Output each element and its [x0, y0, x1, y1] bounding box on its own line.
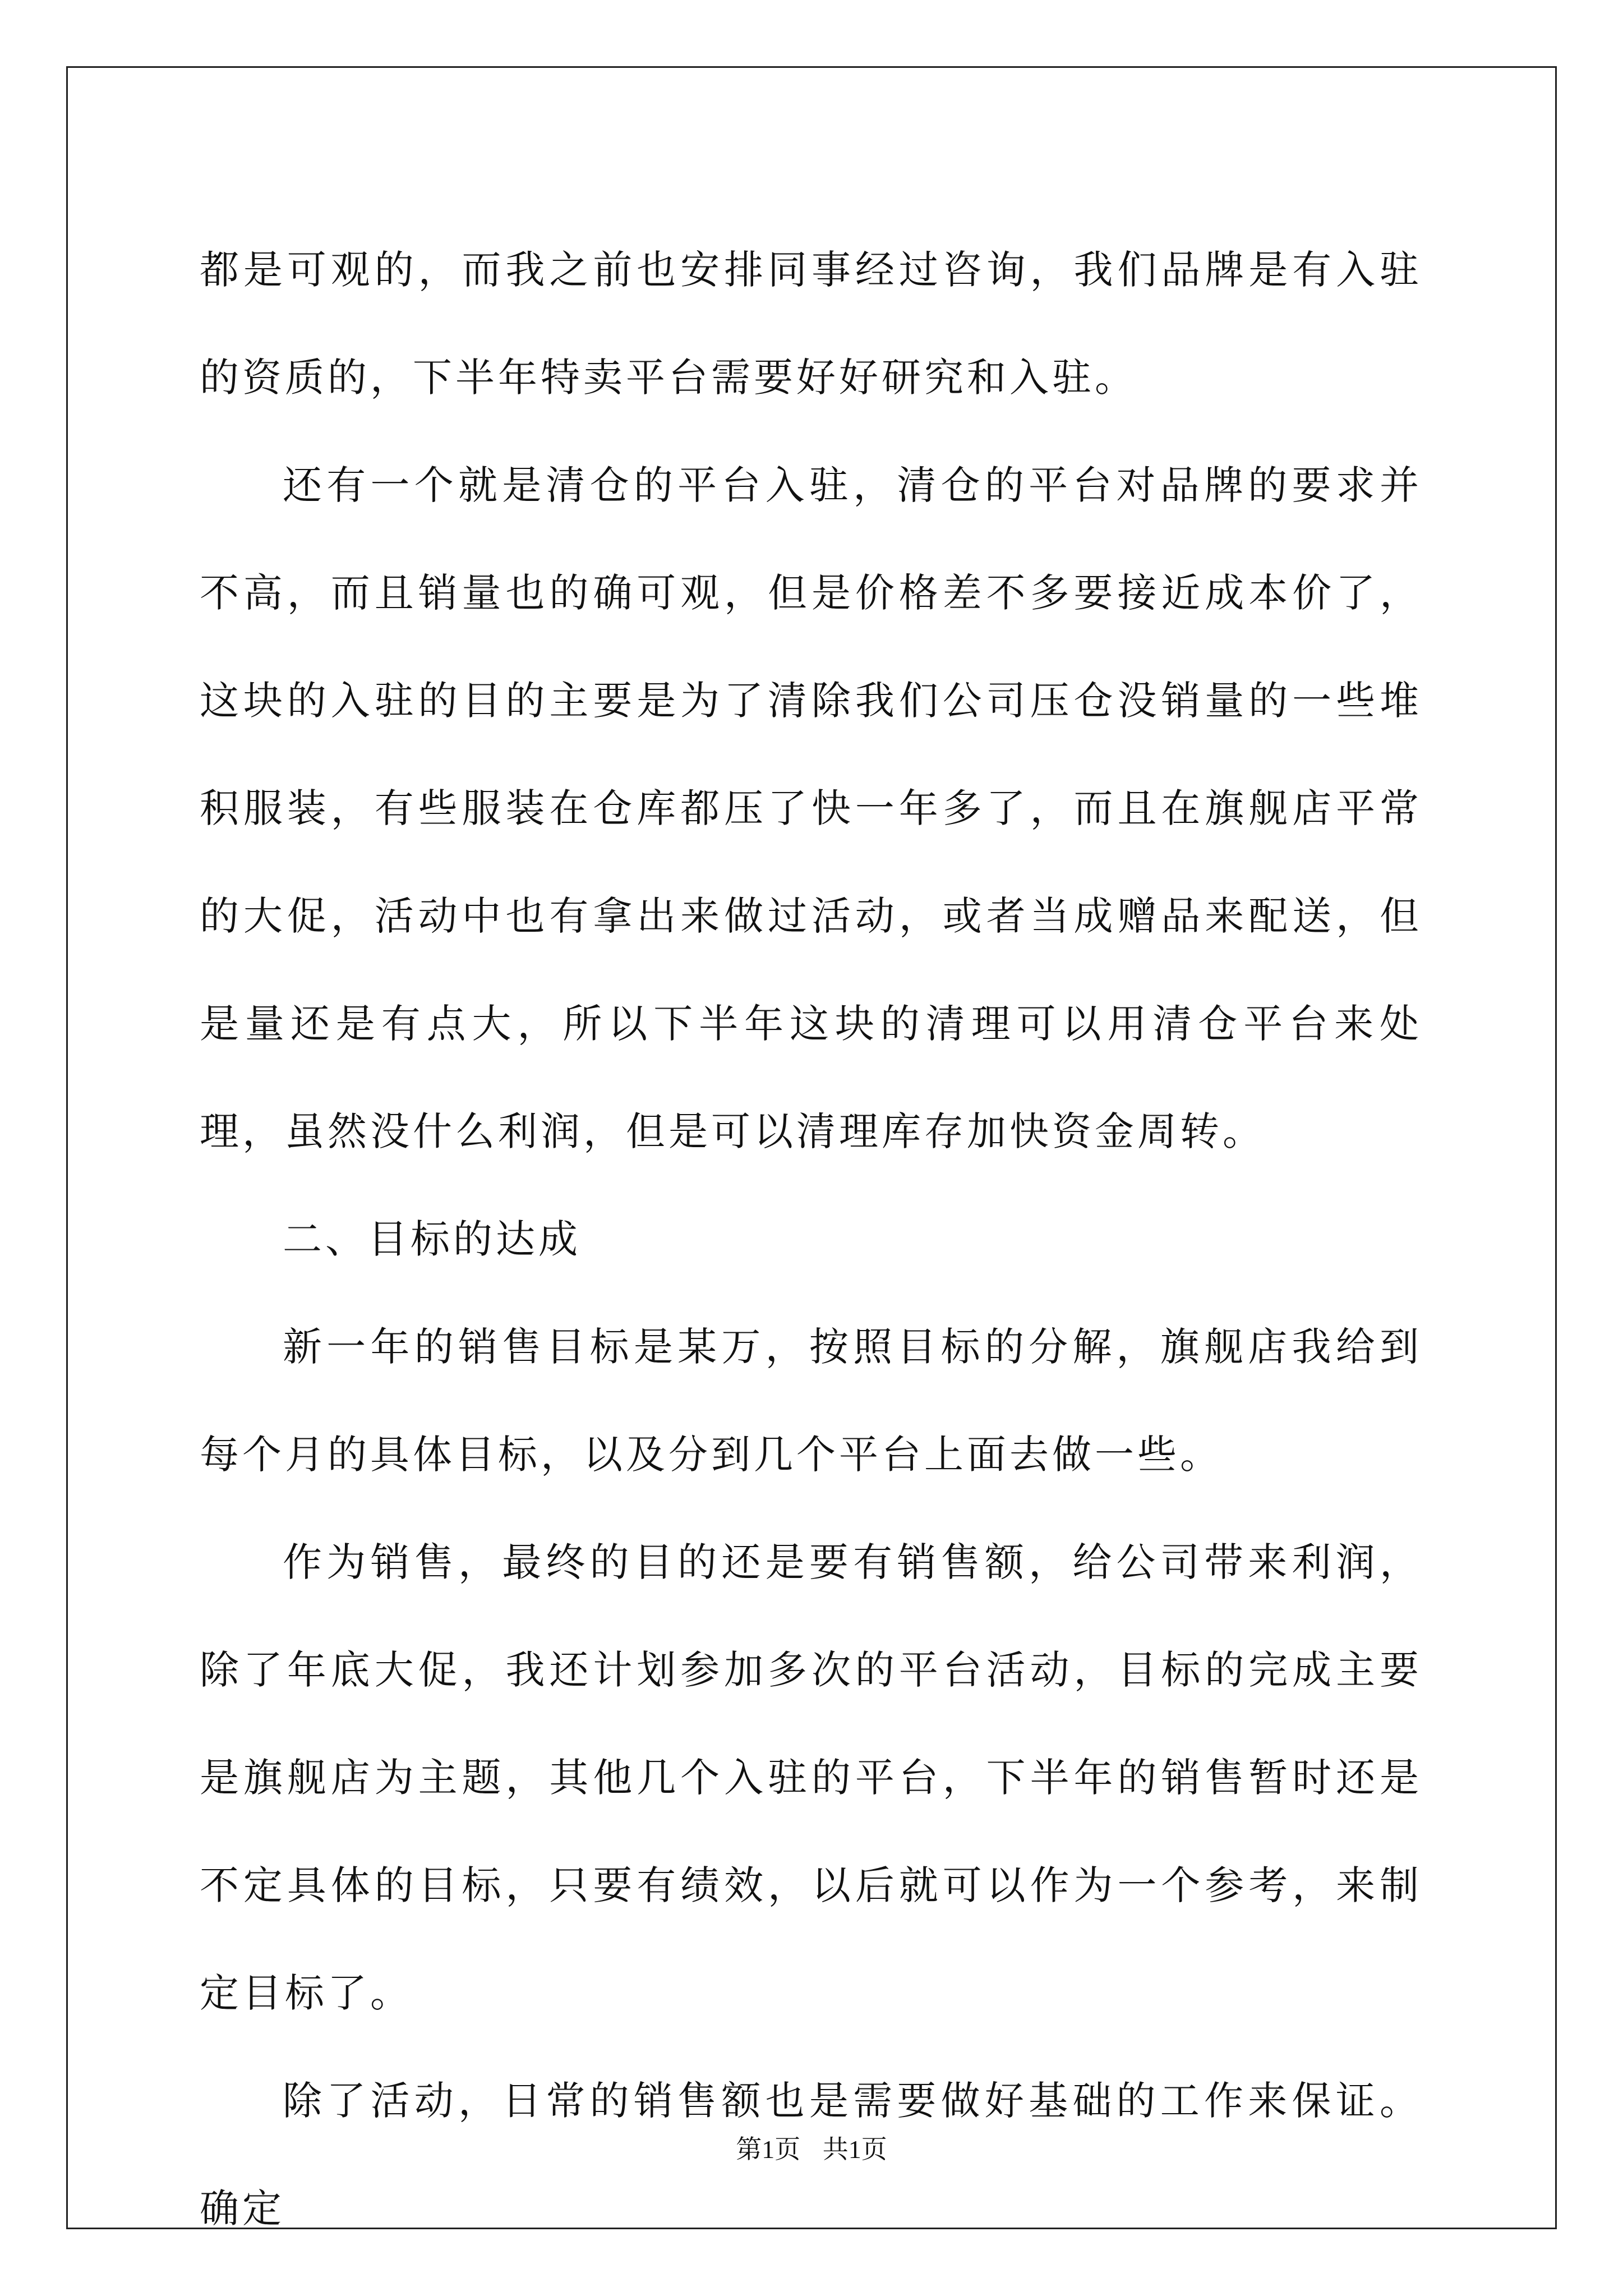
paragraph-1: 都是可观的，而我之前也安排同事经过咨询，我们品牌是有入驻的资质的，下半年特卖平台需要好好研究和入驻。: [200, 247, 1422, 401]
section-heading: 二、目标的达成: [283, 1216, 581, 1262]
page-footer: [0, 2129, 1623, 2166]
paragraph-4: 作为销售，最终的目的还是要有销售额，给公司带来利润，除了年底大促，我还计划参加多次的平台活动，目标的完成主要是旗舰店为主题，其他几个入驻的平台，下半年的销售暂时还是不定具体的目标，只要有绩效，以后就可以作为一个参考，来制定目标了。: [200, 1539, 1422, 2016]
document-body: [200, 216, 1422, 2262]
page-number: 第1页: [736, 2135, 801, 2164]
paragraph-3: 新一年的销售目标是某万，按照目标的分解，旗舰店我给到每个月的具体目标，以及分到几个平台上面去做一些。: [200, 1324, 1422, 1478]
paragraph-5: 除了活动，日常的销售额也是需要做好基础的工作来保证。确定: [200, 2078, 1422, 2231]
page-total: 共1页: [822, 2135, 887, 2164]
paragraph-2: 还有一个就是清仓的平台入驻，清仓的平台对品牌的要求并不高，而且销量也的确可观，但是价格差不多要接近成本价了，这块的入驻的目的主要是为了清除我们公司压仓没销量的一些堆积服装，有些服装在仓库都压了快一年多了，而且在旗舰店平常的大促，活动中也有拿出来做过活动，或者当成赠品来配送，但是量还是有点大，所以下半年这块的清理可以用清仓平台来处理，虽然没什么利润，但是可以清理库存加快资金周转。: [200, 462, 1422, 1154]
